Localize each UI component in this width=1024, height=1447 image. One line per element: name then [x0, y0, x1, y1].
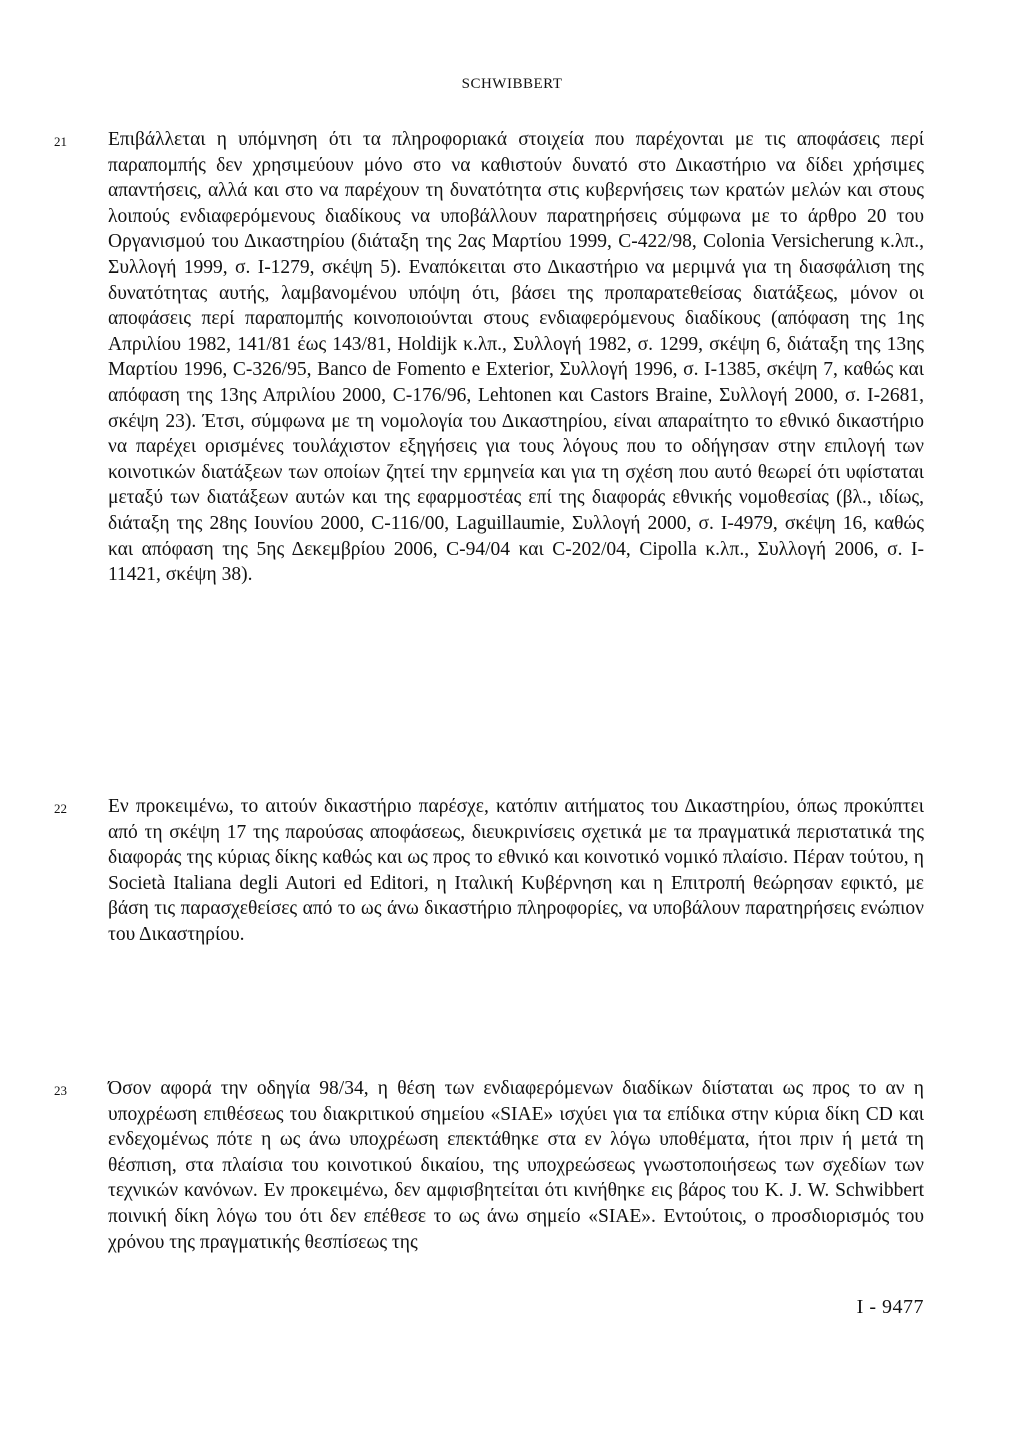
paragraph-text: Επιβάλλεται η υπόμνηση ότι τα πληροφοριακά στοιχεία που παρέχονται με τις αποφάσεις περί παραπομπής δεν χρησιμεύουν μόνο στο να καθιστούν δυνατό στο Δικαστήριο να δίδει χρήσιμες απαντήσεις, αλλά και στο να παρέχουν τη δυνατότητα στις κυβερνήσεις των κρατών μελών και στους λοιπούς ενδιαφερόμενους διαδίκους να υποβάλλουν παρατηρήσεις σύμφωνα με το άρθρο 20 του Οργανισμού του Δικαστηρίου (διάταξη της 2ας Μαρτίου 1999, C-422/98, Colonia Versicherung κ.λπ., Συλλογή 1999, σ. I-1279, σκέψη 5). Εναπόκειται στο Δικαστήριο να μεριμνά για τη διασφάλιση της δυνατότητας αυτής, λαμβανομένου υπόψη ότι, βάσει της προπαρατεθείσας διατάξεως, μόνον οι αποφάσεις περί παραπομπής κοινοποιούνται στους ενδιαφερόμενους διαδίκους (απόφαση της 1ης Απριλίου 1982, 141/81 έως 143/81, Holdijk κ.λπ., Συλλογή 1982, σ. 1299, σκέψη 6, διάταξη της 13ης Μαρτίου 1996, C-326/95, Banco de Fomento e Exterior, Συλλογή 1996, σ. I-1385, σκέψη 7, καθώς και απόφαση της 13ης Απριλίου 2000, C-176/96, Lehtonen και Castors Braine, Συλλογή 2000, σ. I-2681, σκέψη 23). Έτσι, σύμφωνα με τη νομολογία του Δικαστηρίου, είναι απαραίτητο το εθνικό δικαστήριο να παρέχει ορισμένες τουλάχιστον εξηγήσεις για τους λόγους που το οδήγησαν στην επιλογή των κοινοτικών διατάξεων των οποίων ζητεί την ερμηνεία και για τη σχέση που αυτό θεωρεί ότι υφίσταται μεταξύ των διατάξεων αυτών και της εφαρμοστέας επί της διαφοράς εθνικής νομοθεσίας (βλ., ιδίως, διάταξη της 28ης Ιουνίου 2000, C-116/00, Laguillaumie, Συλλογή 2000, σ. I-4979, σκέψη 16, καθώς και απόφαση της 5ης Δεκεμβρίου 2006, C-94/04 και C-202/04, Cipolla κ.λπ., Συλλογή 2006, σ. I-11421, σκέψη 38). — [108, 129, 924, 586]
running-header: SCHWIBBERT — [461, 76, 563, 92]
page-number: I - 9477 — [856, 1296, 924, 1318]
paragraph-number: 23 — [54, 1083, 67, 1098]
paragraph-number: 21 — [54, 134, 67, 149]
paragraph-number: 22 — [54, 801, 67, 816]
paragraph-text: Εν προκειμένω, το αιτούν δικαστήριο παρέσχε, κατόπιν αιτήματος του Δικαστηρίου, όπως προκύπτει από τη σκέψη 17 της παρούσας αποφάσεως, διευκρινίσεις σχετικά με τα πραγματικά περιστατικά της διαφοράς της κύριας δίκης καθώς και ως προς το εθνικό και κοινοτικό νομικό πλαίσιο. Πέραν τούτου, η Società Italiana degli Autori ed Editori, η Ιταλική Κυβέρνηση και η Επιτροπή θεώρησαν εφικτό, με βάση τις παρασχεθείσες από το ως άνω δικαστήριο πληροφορίες, να υποβάλουν παρατηρήσεις ενώπιον του Δικαστηρίου. — [108, 796, 924, 945]
paragraph-text: Όσον αφορά την οδηγία 98/34, η θέση των ενδιαφερόμενων διαδίκων διίσταται ως προς το αν η υποχρέωση επιθέσεως του διακριτικού σημείου «SIAE» ισχύει για τα επίδικα στην κύρια δίκη CD και ενδεχομένως πότε η ως άνω υποχρέωση επεκτάθηκε στα εν λόγω υποθέματα, ήτοι πριν ή μετά τη θέσπιση, στα πλαίσια του κοινοτικού δικαίου, της υποχρεώσεως γνωστοποιήσεως των σχεδίων των τεχνικών κανόνων. Εν προκειμένω, δεν αμφισβητείται ότι κινήθηκε εις βάρος του K. J. W. Schwibbert ποινική δίκη λόγω του ότι δεν επέθεσε το ως άνω σημείο «SIAE». Εντούτοις, ο προσδιορισμός του χρόνου της πραγματικής θεσπίσεως της — [108, 1078, 924, 1253]
